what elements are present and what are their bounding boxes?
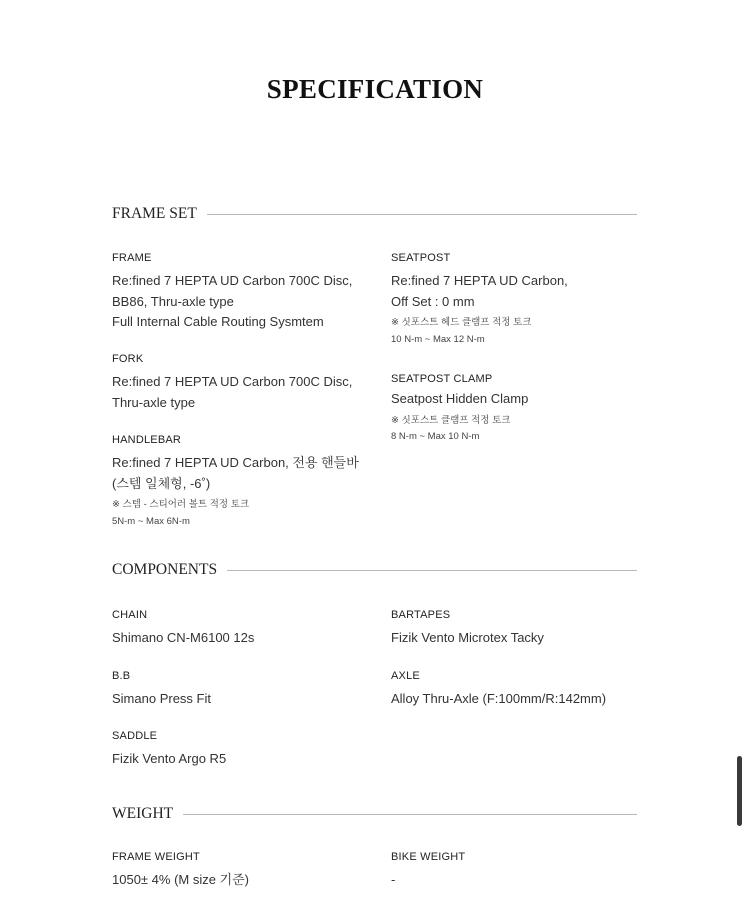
spec-label: BARTAPES — [391, 609, 451, 621]
section-divider — [227, 570, 637, 571]
spec-axle — [391, 669, 661, 710]
spec-frame-weight — [112, 850, 382, 891]
spec-value-line: Full Internal Cable Routing Sysmtem — [112, 314, 324, 329]
spec-value: Simano Press Fit — [112, 691, 211, 706]
spec-value-line: BB86, Thru-axle type — [112, 293, 234, 309]
spec-note: 10 N-m ~ Max 12 N-m — [391, 333, 485, 345]
spec-label: SEATPOST — [391, 252, 451, 264]
spec-label: SADDLE — [112, 730, 158, 742]
spec-value-line: (스템 일체형, -6˚) — [112, 475, 211, 491]
section-title: FRAME SET — [112, 205, 197, 222]
spec-value-line: Re:fined 7 HEPTA UD Carbon 700C Disc, — [112, 374, 353, 389]
spec-bike-weight — [391, 850, 661, 891]
page-title: SPECIFICATION — [266, 74, 484, 104]
section-header-components — [112, 560, 637, 580]
spec-chain — [112, 608, 382, 649]
spec-value: Shimano CN-M6100 12s — [112, 630, 255, 645]
scrollbar-thumb[interactable] — [737, 756, 742, 826]
spec-value-line: Thru-axle type — [112, 394, 196, 410]
spec-label: HANDLEBAR — [112, 434, 182, 446]
spec-note: ※ 싯포스트 클램프 적정 토크 — [391, 414, 511, 426]
spec-note: 5N-m ~ Max 6N-m — [112, 515, 190, 527]
spec-saddle — [112, 729, 382, 770]
spec-note: ※ 싯포스트 헤드 클램프 적정 토크 — [391, 317, 532, 328]
section-divider — [207, 214, 637, 215]
spec-value-line: Re:fined 7 HEPTA UD Carbon 700C Disc, — [112, 273, 353, 288]
spec-value-line: Seatpost Hidden Clamp — [391, 391, 529, 406]
section-title: WEIGHT — [112, 805, 174, 822]
spec-note: ※ 스템 - 스티어러 볼트 적정 토크 — [112, 499, 250, 510]
spec-value-line: Off Set : 0 mm — [391, 293, 475, 309]
spec-handlebar — [112, 433, 382, 530]
spec-label: FORK — [112, 353, 144, 365]
spec-frame — [112, 251, 382, 333]
spec-label: B.B — [112, 670, 131, 682]
section-divider — [183, 814, 637, 815]
spec-note: 8 N-m ~ Max 10 N-m — [391, 431, 480, 442]
spec-value: Fizik Vento Argo R5 — [112, 751, 227, 766]
spec-seatpost — [391, 251, 661, 348]
spec-value-line: Re:fined 7 HEPTA UD Carbon, — [391, 273, 568, 288]
spec-bb — [112, 669, 382, 710]
spec-label: BIKE WEIGHT — [391, 851, 466, 863]
spec-label: AXLE — [391, 670, 420, 682]
spec-label: FRAME WEIGHT — [112, 851, 200, 863]
spec-value: - — [391, 872, 396, 887]
spec-label: CHAIN — [112, 609, 148, 621]
spec-bartapes — [391, 608, 661, 649]
spec-label: SEATPOST CLAMP — [391, 373, 493, 385]
spec-fork — [112, 352, 382, 413]
section-title: COMPONENTS — [112, 561, 218, 578]
spec-seatpost-clamp — [391, 372, 661, 446]
spec-label: FRAME — [112, 252, 152, 264]
spec-value: Alloy Thru-Axle (F:100mm/R:142mm) — [391, 691, 607, 706]
section-header-frameset — [112, 204, 637, 224]
section-header-weight — [112, 804, 637, 824]
spec-value: 1050± 4% (M size 기준) — [112, 872, 250, 887]
spec-value-line: Re:fined 7 HEPTA UD Carbon, 전용 핸들바 — [112, 455, 359, 470]
spec-value: Fizik Vento Microtex Tacky — [391, 630, 544, 645]
